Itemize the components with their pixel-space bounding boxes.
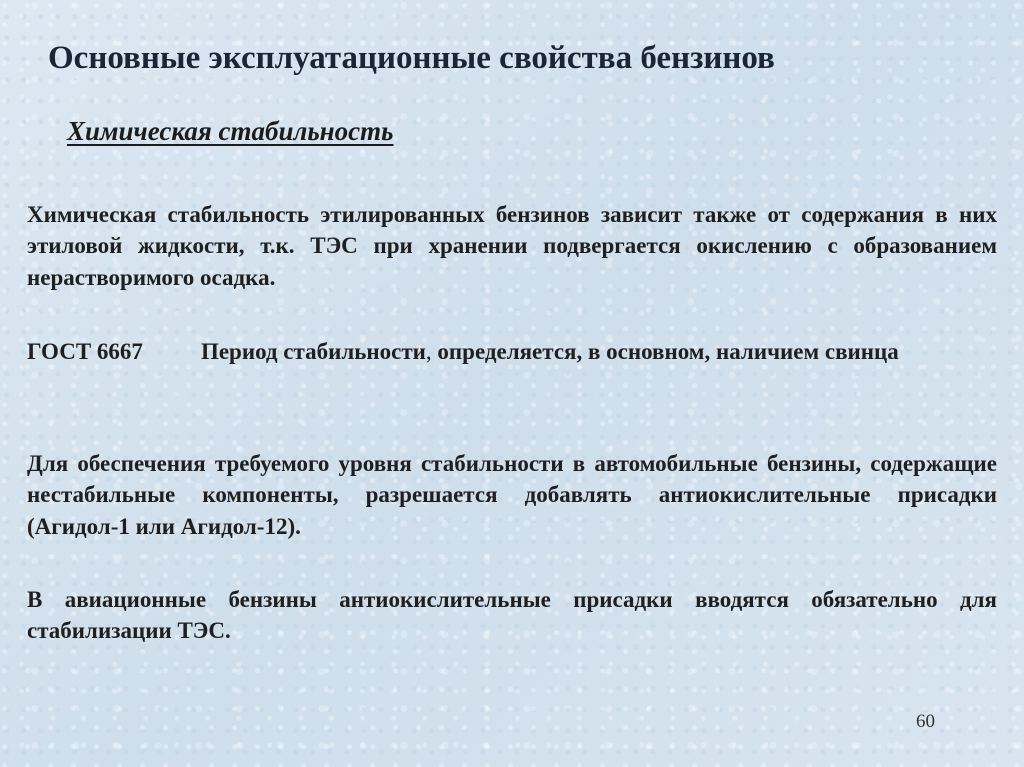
stability-period-term: Период стабильности	[200, 339, 426, 364]
page-number: 60	[916, 711, 935, 732]
paragraph-gost	[27, 336, 997, 367]
paragraph-automotive-additives: Для обеспечения требуемого уровня стабильности в автомобильные бензины, содержащие нестабильные компоненты, разрешается добавлять антиокислительные присадки (Агидол-1 или Агидол-12).	[27, 451, 997, 539]
paragraph-ethyl-stability: Химическая стабильность этилированных бензинов зависит также от содержания в них этиловой жидкости, т.к. ТЭС при хранении подвергается окислению с образованием нерастворимого осадка.	[27, 202, 997, 290]
slide-title: Основные эксплуатационные свойства бензинов	[48, 40, 775, 76]
gost-code: ГОСТ 6667	[27, 339, 143, 364]
paragraph-aviation-additives: В авиационные бензины антиокислительные присадки вводятся обязательно для стабилизации ТЭС.	[27, 587, 997, 644]
gost-description: определяется, в основном, наличием свинца	[431, 339, 899, 364]
comma: ,	[425, 339, 432, 364]
section-subtitle: Химическая стабильность	[67, 116, 394, 146]
